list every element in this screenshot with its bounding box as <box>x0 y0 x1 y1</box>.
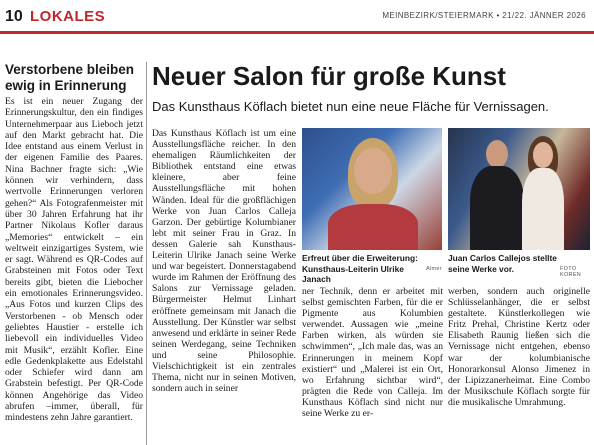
page-number: 10 <box>5 8 23 25</box>
column-divider <box>146 62 147 445</box>
photo-credit-2: FOTO KOREN <box>560 266 582 278</box>
sidebar-body: Es ist ein neuer Zugang der Erinnerungskultur, den ein findiges Unternehmerpaar aus Lieboch jetzt auf den Markt gebracht hat. Die Idee entstand aus einem Verlust in der eigenen Familie des Paares. Nina Bachner fragte sich: „Wie können wir verhindern, dass wertvolle Erinnerungen verloren gehen?“ Als Fotografenmeister mit über 30 Jahren Erfahrung hat ihr Partner Nikolaus Kofler daraus „Memories“ entwickelt – ein weltweit einzigartiges System, wie er sagt. Während es QR-Codes auf Grabsteinen mit Fotos oder Text bereits gibt, bieten die Liebocher ein emotionales Erinnerungsvideo. „Aus Fotos und kurzen Clips des Verstorbenen - ob Mensch oder geliebtes Haustier - erstelle ich liebevoll ein individuelles Video mit Musik“, erzählt Kofler. Eine edle Gedenkplakette aus Edelstahl oder Schiefer wird dann am Grabstein befestigt. Per QR-Code können Angehörige das Video abrufen –immer, überall, für mindestens zehn Jahre garantiert. <box>5 96 143 424</box>
photo-caption-2: Juan Carlos Callejos stellte seine Werke vor. <box>448 253 557 274</box>
article-headline: Neuer Salon für große Kunst <box>152 61 506 91</box>
article-column-2: ner Technik, denn er arbeitet mit selbst gemischten Farben, für die er Pigmente aus Kolumbien verwendet. Aussagen wie „meine Farben wirken, als würden sie schwimmen“, „Ich male das, was an Erinnerungen in meinem Kopf existiert“ und „Malerei ist ein Ort, wo Erfahrung sichtbar wird“, prägten die Rede von Calleja. Im Kunsthaus Köflach sind nicht nur seine Werke zu er- <box>302 286 443 420</box>
page-header <box>0 0 594 32</box>
header-rule <box>0 31 594 34</box>
article-column-1: Das Kunsthaus Köflach ist um eine Ausstellungsfläche reicher. In den ehemaligen Räumlichkeiten der Bibliothek entstand eine etwas kleinere, aber feine Ausstellungsfläche mit hohen Wänden. Ideal für die großflächigen Werke von Juan Carlos Calleja Garzon. Der gebürtige Kolumbianer lebt mit seiner Frau in Graz. In dessen Galerie sah Kunsthaus-Leiterin Ulrike Janach seine Werke und war begeistert. Donnerstagabend wurde im Rahmen der Eröffnung des Salons zur Vernissage geladen. Bürgermeister Helmut Linhart eröffnete gemeinsam mit Janach die Ausstellung. Der Künstler war selbst anwesend und erklärte in seiner Rede seinen Werdegang, seine Techniken und seine Philosophie. Vielschichtigkeit ist ein zentrales Thema, nicht nur in seinen Motiven, sondern auch in seiner <box>152 128 296 395</box>
sidebar-headline: Verstorbene bleiben ewig in Erinnerung <box>5 62 135 93</box>
photo-juan-carlos-calleja <box>448 128 590 250</box>
section-title: LOKALES <box>30 8 106 25</box>
issue-line: MEINBEZIRK/STEIERMARK • 21/22. JÄNNER 2026 <box>382 11 586 20</box>
photo-caption-1: Erfreut über die Erweiterung: Kunsthaus-Leiterin Ulrike Janach <box>302 253 418 284</box>
photo-credit-1: Almer <box>426 266 442 272</box>
photo-ulrike-janach <box>302 128 442 250</box>
article-column-3: werben, sondern auch originelle Schlüsselanhänger, die er selbst gestaltete. Künstlerkollegen wie Fritz Prehal, Christine Kertz oder Elisabeth Raunig ließen sich die Vernissage nicht entgehen, ebenso war der kolumbianische Honorarkonsul Alonso Jimenez in der Lipizzanerheimat. Eine Combo der Musikschule Köflach sorgte für die musikalische Umrahmung. <box>448 286 590 408</box>
article-subheadline: Das Kunsthaus Köflach bietet nun eine neue Fläche für Vernissagen. <box>152 99 549 114</box>
